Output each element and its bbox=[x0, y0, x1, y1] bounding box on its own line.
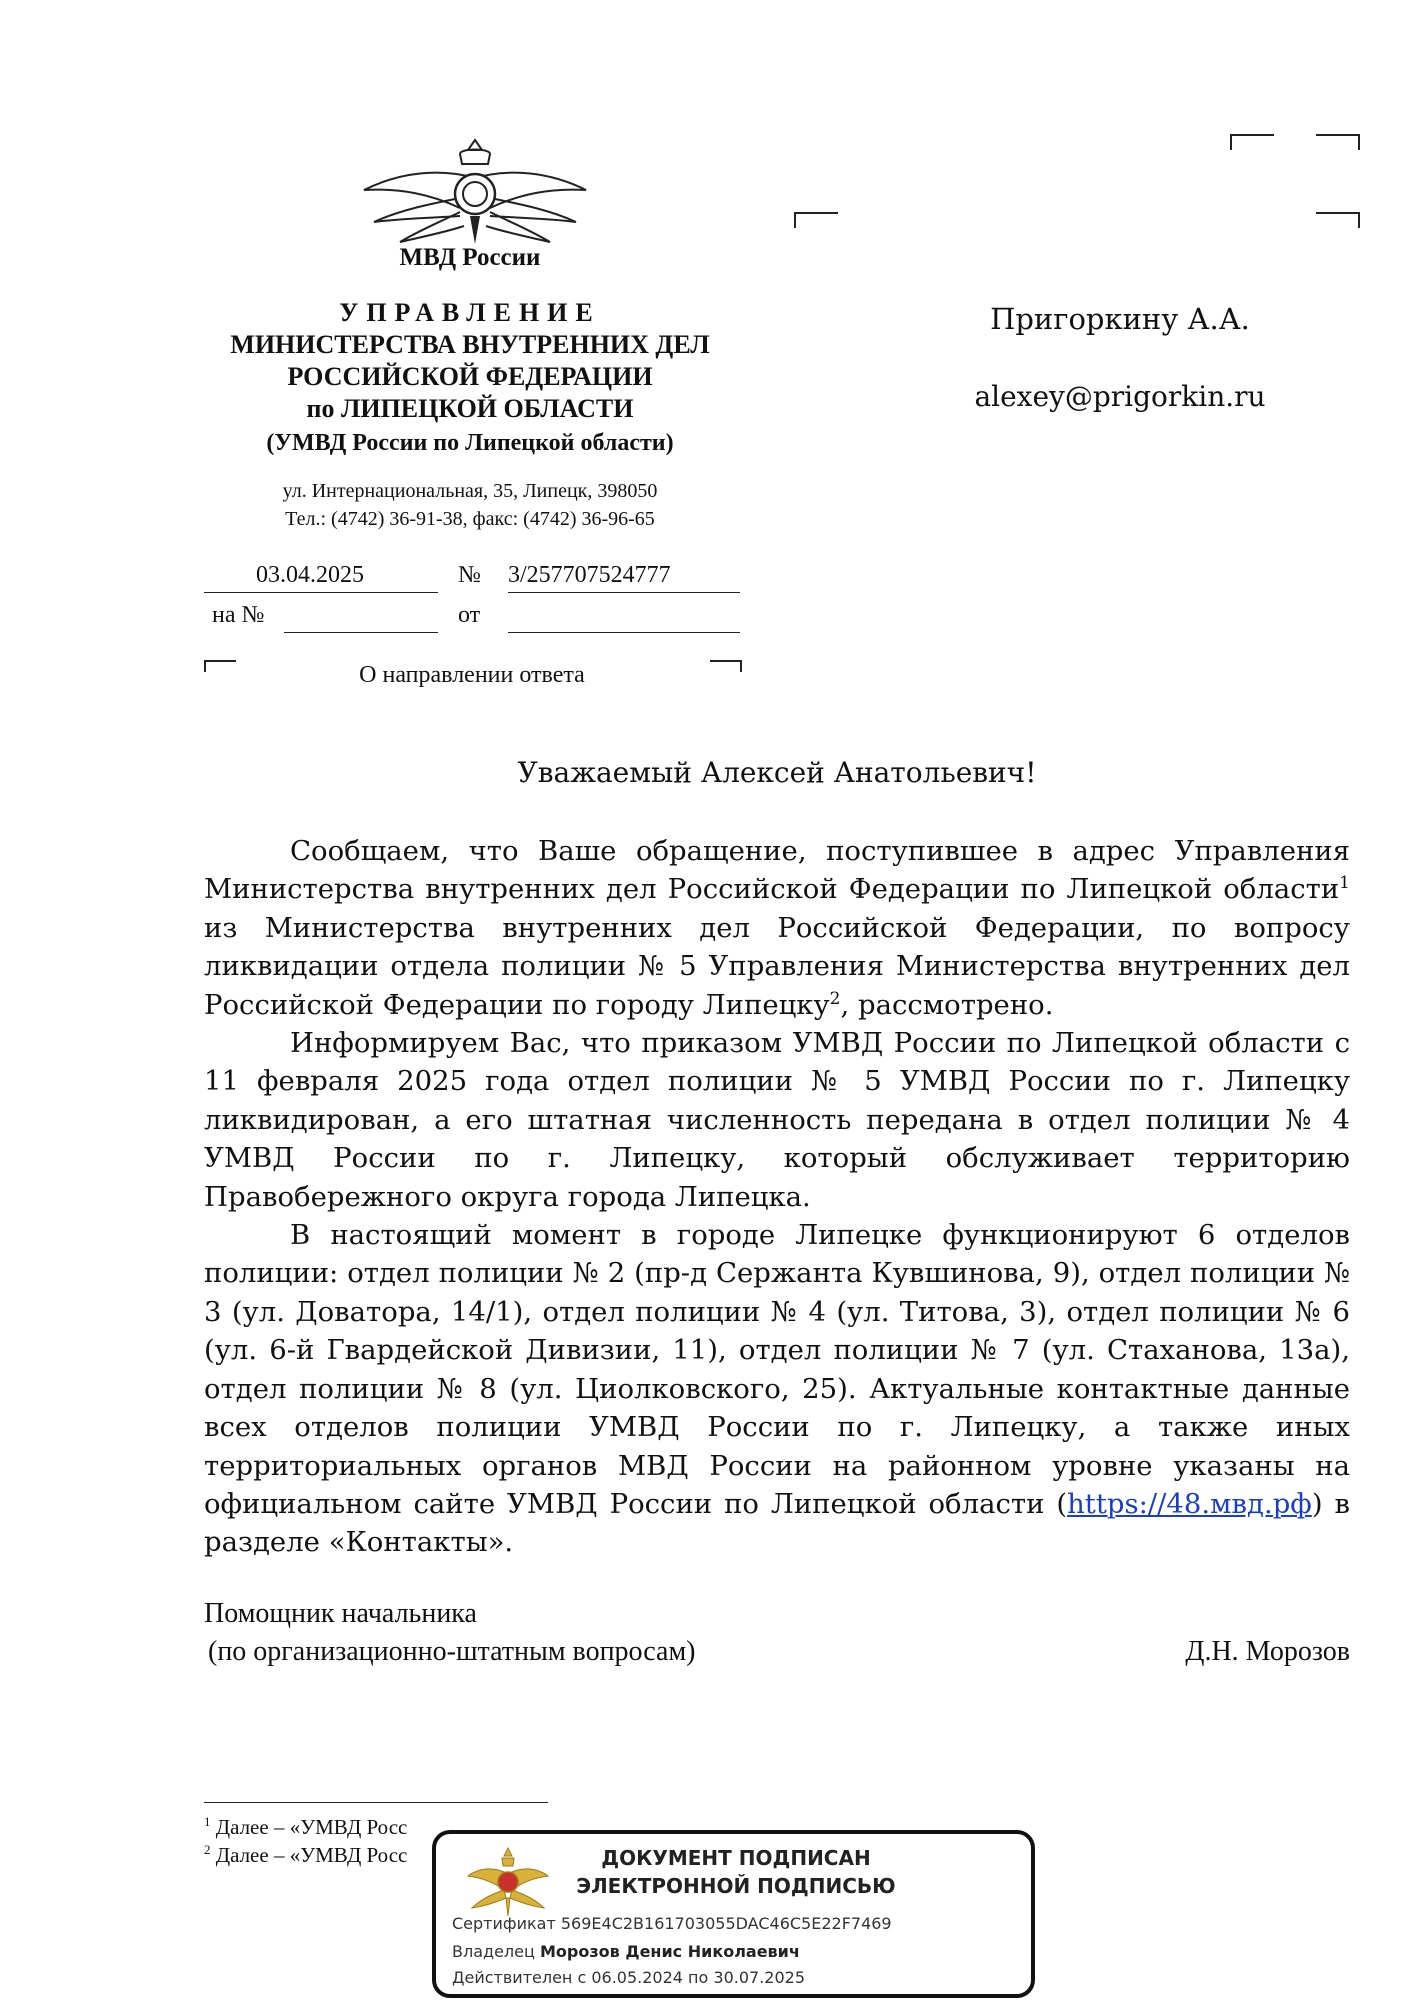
org-line-2: РОССИЙСКОЙ ФЕДЕРАЦИИ bbox=[287, 362, 653, 391]
number-underline bbox=[508, 592, 740, 593]
paragraph-3-part-a: В настоящий момент в городе Липецке функционируют 6 отделов полиции: отдел полиции № 2 (пр-д Сержанта Кувшинова, 9), отдел полиции № 3 (ул. Доватора, 14/1), отдел полиции № 4 (ул. Титова, 3), отдел полиции № 6 (ул. 6-й Гвардейской Дивизии, 11), отдел полиции № 7 (ул. Стаханова, 13а), отдел полиции № 8 (ул. Циолковского, 25). Актуальные контактные данные всех отделов полиции УМВД России по г. Липецку, а также иных территориальных органов МВД России на районном уровне указаны на официальном сайте УМВД России по Липецкой области ( bbox=[204, 1219, 1350, 1520]
stamp-certificate bbox=[452, 1914, 892, 1933]
date-underline bbox=[204, 592, 438, 593]
greeting: Уважаемый Алексей Анатольевич! bbox=[517, 756, 1037, 789]
footnote-1-text: Далее – «УМВД Росс bbox=[215, 1815, 408, 1839]
footnote-2-number: 2 bbox=[204, 1842, 211, 1857]
ref-from-label: от bbox=[458, 602, 481, 628]
corner-bracket bbox=[1316, 134, 1360, 150]
org-upravlenie: УПРАВЛЕНИЕ bbox=[339, 298, 601, 327]
stamp-owner bbox=[452, 1942, 800, 1961]
cert-value: 569E4C2B161703055DAC46C5E22F7469 bbox=[560, 1914, 892, 1933]
paragraph-3 bbox=[204, 1216, 1350, 1562]
footnote-2-text: Далее – «УМВД Росс bbox=[215, 1843, 408, 1867]
stamp-emblem-icon bbox=[466, 1846, 550, 1918]
e-signature-stamp bbox=[432, 1830, 1035, 1998]
corner-bracket bbox=[1230, 134, 1274, 150]
paragraph-1-part-c: , рассмотрено. bbox=[840, 988, 1054, 1021]
footnote-1-number: 1 bbox=[204, 1814, 211, 1829]
letter-subject: О направлении ответа bbox=[359, 662, 585, 688]
org-line-3: по ЛИПЕЦКОЙ ОБЛАСТИ bbox=[306, 394, 634, 423]
footnote-2 bbox=[204, 1842, 464, 1868]
footnote-ref-2: 2 bbox=[829, 988, 841, 1009]
mvd-emblem-icon bbox=[360, 138, 590, 250]
corner-bracket bbox=[1316, 212, 1360, 228]
org-short-name: МВД России bbox=[399, 244, 541, 271]
ref-number-label: на № bbox=[212, 602, 265, 628]
letter-body bbox=[204, 832, 1350, 1562]
recipient-email: alexey@prigorkin.ru bbox=[974, 380, 1266, 413]
owner-label: Владелец bbox=[452, 1942, 535, 1961]
paragraph-3-part-b: ) в разделе «Контакты». bbox=[204, 1487, 1350, 1559]
website-link[interactable]: https://48.мвд.рф bbox=[1067, 1487, 1312, 1520]
reg-number-label: № bbox=[458, 562, 481, 588]
ref-from-underline bbox=[508, 632, 740, 633]
org-address: ул. Интернациональная, 35, Липецк, 398050 bbox=[282, 480, 658, 502]
corner-bracket bbox=[794, 212, 838, 228]
org-phones: Тел.: (4742) 36-91-38, факс: (4742) 36-96-65 bbox=[285, 508, 655, 530]
stamp-title-line-1: ДОКУМЕНТ ПОДПИСАН bbox=[601, 1846, 871, 1870]
signer-title-line-2: (по организационно-штатным вопросам) bbox=[208, 1636, 696, 1667]
stamp-validity: Действителен с 06.05.2024 по 30.07.2025 bbox=[452, 1968, 805, 1987]
signer-title-line-1: Помощник начальника bbox=[204, 1598, 477, 1629]
reg-date: 03.04.2025 bbox=[256, 562, 364, 588]
footnote-1 bbox=[204, 1814, 464, 1840]
reg-number: 3/257707524777 bbox=[508, 562, 671, 588]
org-abbreviation: (УМВД России по Липецкой области) bbox=[266, 430, 674, 456]
org-line-1: МИНИСТЕРСТВА ВНУТРЕННИХ ДЕЛ bbox=[230, 330, 710, 359]
cert-label: Сертификат bbox=[452, 1914, 556, 1933]
recipient-name: Пригоркину А.А. bbox=[990, 302, 1250, 336]
paragraph-1-part-a: Сообщаем, что Ваше обращение, поступившее в адрес Управления Министерства внутренних дел Российской Федерации по Липецкой области bbox=[204, 835, 1350, 906]
paragraph-1-part-b: из Министерства внутренних дел Российской Федерации, по вопросу ликвидации отдела полиции № 5 Управления Министерства внутренних дел Российской Федерации по городу Липецку bbox=[204, 911, 1350, 1021]
paragraph-1 bbox=[204, 832, 1350, 1024]
signer-name: Д.Н. Морозов bbox=[1185, 1636, 1350, 1667]
footnote-ref-1: 1 bbox=[1339, 873, 1350, 894]
owner-value: Морозов Денис Николаевич bbox=[539, 1942, 800, 1961]
footnote-divider bbox=[204, 1802, 548, 1803]
stamp-title-line-2: ЭЛЕКТРОННОЙ ПОДПИСЬЮ bbox=[576, 1874, 896, 1898]
paragraph-2: Информируем Вас, что приказом УМВД России по Липецкой области с 11 февраля 2025 года отдел полиции № 5 УМВД России по г. Липецку ликвидирован, а его штатная численность передана в отдел полиции № 4 УМВД России по г. Липецку, который обслуживает территорию Правобережного округа города Липецка. bbox=[204, 1027, 1350, 1213]
ref-number-underline bbox=[284, 632, 438, 633]
